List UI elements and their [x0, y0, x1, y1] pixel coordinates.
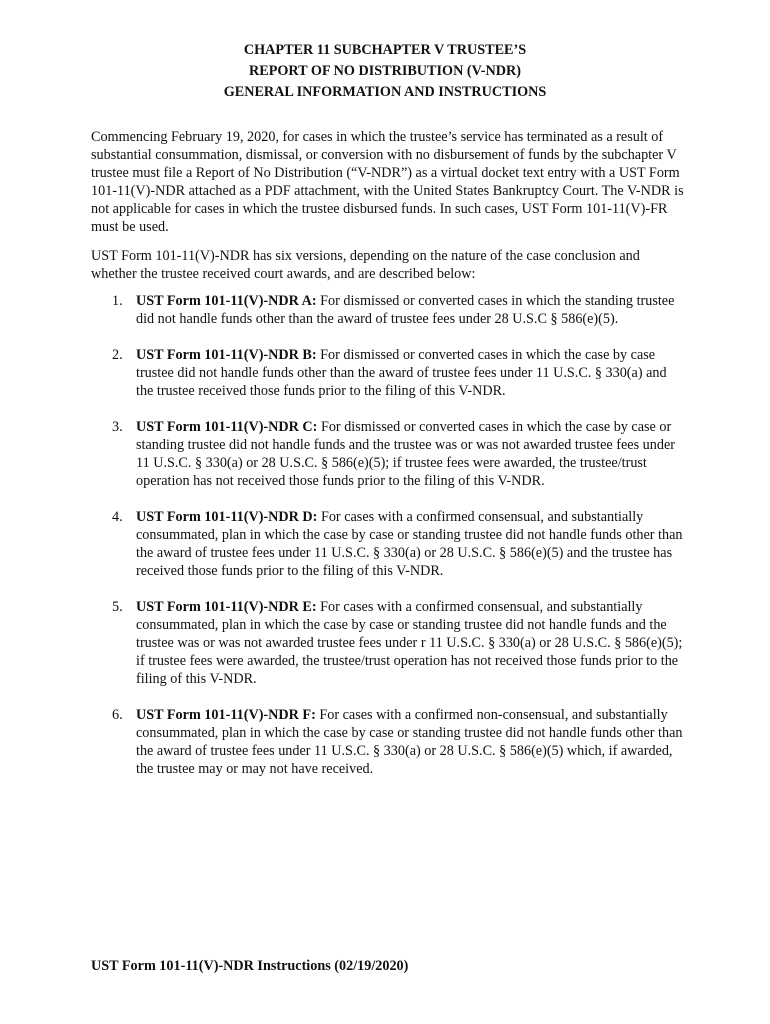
list-item — [91, 292, 687, 328]
list-item-number: 5. — [112, 599, 123, 615]
list-item-number: 3. — [112, 419, 123, 435]
document-footer: UST Form 101-11(V)-NDR Instructions (02/19/2020) — [91, 958, 409, 974]
list-item-text: For dismissed or converted cases in which the case by case or standing trustee did not handle funds and the trustee was or was not awarded trustee fees under 11 U.S.C. § 330(a) or 28 U.S.C. § 586(e)(5); if trustee fees were awarded, the trustee/trust operation has not received those funds prior to the filing of this V-NDR. — [136, 419, 675, 489]
list-item-title: UST Form 101-11(V)-NDR E: — [136, 599, 317, 615]
list-item-title: UST Form 101-11(V)-NDR C: — [136, 419, 318, 435]
form-versions-list — [91, 292, 687, 796]
list-item-title: UST Form 101-11(V)-NDR A: — [136, 293, 317, 309]
list-item-text: For cases with a confirmed consensual, and substantially consummated, plan in which the case by case or standing trustee did not handle funds and the trustee was or was not awarded trustee fees under r 11 U.S.C. § 330(a) or 28 U.S.C. § 586(e)(5); if trustee fees were awarded, the trustee/trust operation has not received those funds prior to the filing of this V-NDR. — [136, 599, 683, 687]
list-item-number: 2. — [112, 347, 123, 363]
list-item-text: For cases with a confirmed non-consensual, and substantially consummated, plan in which the case by case or standing trustee did not handle funds other than the award of trustee fees under 11 U.S.C. § 330(a) or 28 U.S.C. § 586(e)(5) which, if awarded, the trustee may or may not have received. — [136, 707, 683, 777]
intro-paragraph: Commencing February 19, 2020, for cases in which the trustee’s service has terminated as a result of substantial consummation, dismissal, or conversion with no disbursement of funds by the subchapter V trustee must file a Report of No Distribution (“V-NDR”) as a virtual docket text entry with a UST Form 101-11(V)-NDR attached as a PDF attachment, with the United States Bankruptcy Court. The V-NDR is not applicable for cases in which the trustee disbursed funds. In such cases, UST Form 101-11(V)-FR must be used. — [91, 129, 684, 235]
list-item — [91, 346, 687, 400]
list-item — [91, 418, 687, 490]
list-item-number: 4. — [112, 509, 123, 525]
header-line-2: REPORT OF NO DISTRIBUTION (V-NDR) — [249, 63, 521, 79]
header-line-1: CHAPTER 11 SUBCHAPTER V TRUSTEE’S — [243, 42, 527, 58]
list-item-text: For dismissed or converted cases in which the case by case trustee did not handle funds other than the award of trustee fees under 11 U.S.C. § 330(a) and the trustee received those funds prior to the filing of this V-NDR. — [136, 347, 667, 399]
list-item-text: For dismissed or converted cases in which the standing trustee did not handle funds other than the award of trustee fees under 28 U.S.C § 586(e)(5). — [136, 293, 675, 327]
list-item-title: UST Form 101-11(V)-NDR F: — [136, 707, 316, 723]
list-item — [91, 598, 687, 688]
list-item-title: UST Form 101-11(V)-NDR B: — [136, 347, 317, 363]
list-item-number: 1. — [112, 293, 123, 309]
versions-paragraph: UST Form 101-11(V)-NDR has six versions, depending on the nature of the case conclusion and whether the trustee received court awards, and are described below: — [91, 248, 640, 282]
list-item — [91, 706, 687, 778]
list-item — [91, 508, 687, 580]
document-header — [0, 40, 770, 103]
header-line-3: GENERAL INFORMATION AND INSTRUCTIONS — [223, 84, 547, 100]
list-item-number: 6. — [112, 707, 123, 723]
list-item-title: UST Form 101-11(V)-NDR D: — [136, 509, 318, 525]
list-item-text: For cases with a confirmed consensual, and substantially consummated, plan in which the case by case or standing trustee did not handle funds other than the award of trustee fees under 11 U.S.C. § 330(a) or 28 U.S.C. § 586(e)(5) and the trustee has received those funds prior to the filing of this V-NDR. — [136, 509, 683, 579]
